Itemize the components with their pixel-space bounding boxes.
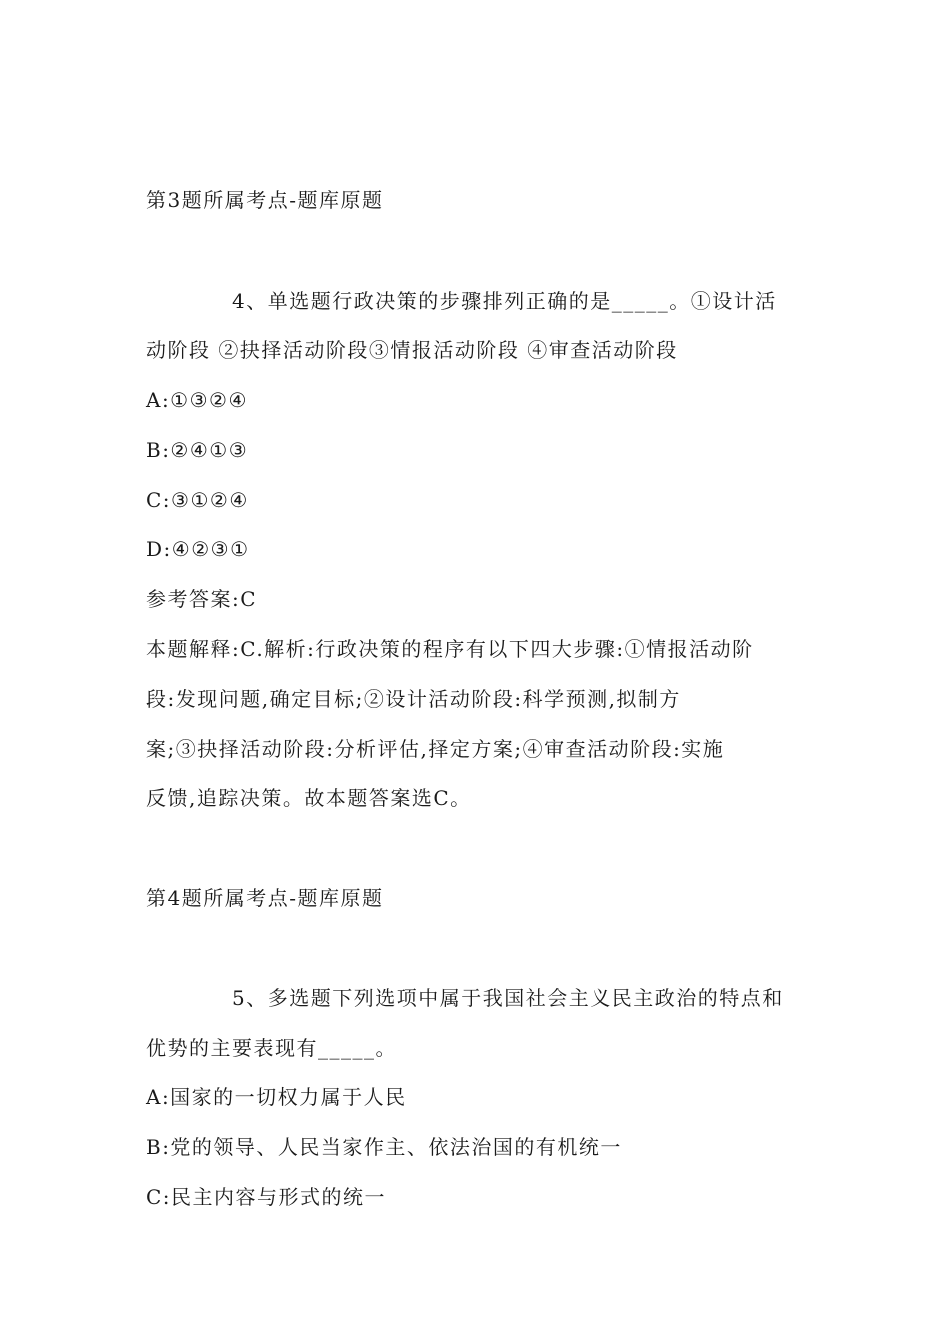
q4-explanation-line-3: 案;③抉择活动阶段:分析评估,择定方案;④审查活动阶段:实施 xyxy=(146,737,725,761)
q5-stem-line-1: 5、多选题下列选项中属于我国社会主义民主政治的特点和 xyxy=(232,986,784,1010)
q5-option-b: B:党的领导、人民当家作主、依法治国的有机统一 xyxy=(146,1135,622,1159)
q4-option-a: A:①③②④ xyxy=(146,388,248,412)
q4-stem-line-2: 动阶段 ②抉择活动阶段③情报活动阶段 ④审查活动阶段 xyxy=(146,338,678,362)
q5-option-a: A:国家的一切权力属于人民 xyxy=(146,1085,407,1109)
q5-stem-line-2: 优势的主要表现有_____。 xyxy=(146,1036,397,1060)
q4-option-c: C:③①②④ xyxy=(146,488,249,512)
q4-answer: 参考答案:C xyxy=(146,587,258,611)
q4-explanation-line-4: 反馈,追踪决策。故本题答案选C。 xyxy=(146,786,472,810)
q4-explanation-line-1: 本题解释:C.解析:行政决策的程序有以下四大步骤:①情报活动阶 xyxy=(146,637,754,661)
q4-option-b: B:②④①③ xyxy=(146,438,249,462)
q4-explanation-line-2: 段:发现问题,确定目标;②设计活动阶段:科学预测,拟制方 xyxy=(146,687,681,711)
q5-option-c: C:民主内容与形式的统一 xyxy=(146,1185,387,1209)
q3-source-label: 第3题所属考点-题库原题 xyxy=(146,188,384,212)
q4-stem-line-1: 4、单选题行政决策的步骤排列正确的是_____。①设计活 xyxy=(232,289,777,313)
q4-source-label: 第4题所属考点-题库原题 xyxy=(146,886,384,910)
q4-option-d: D:④②③① xyxy=(146,537,250,561)
